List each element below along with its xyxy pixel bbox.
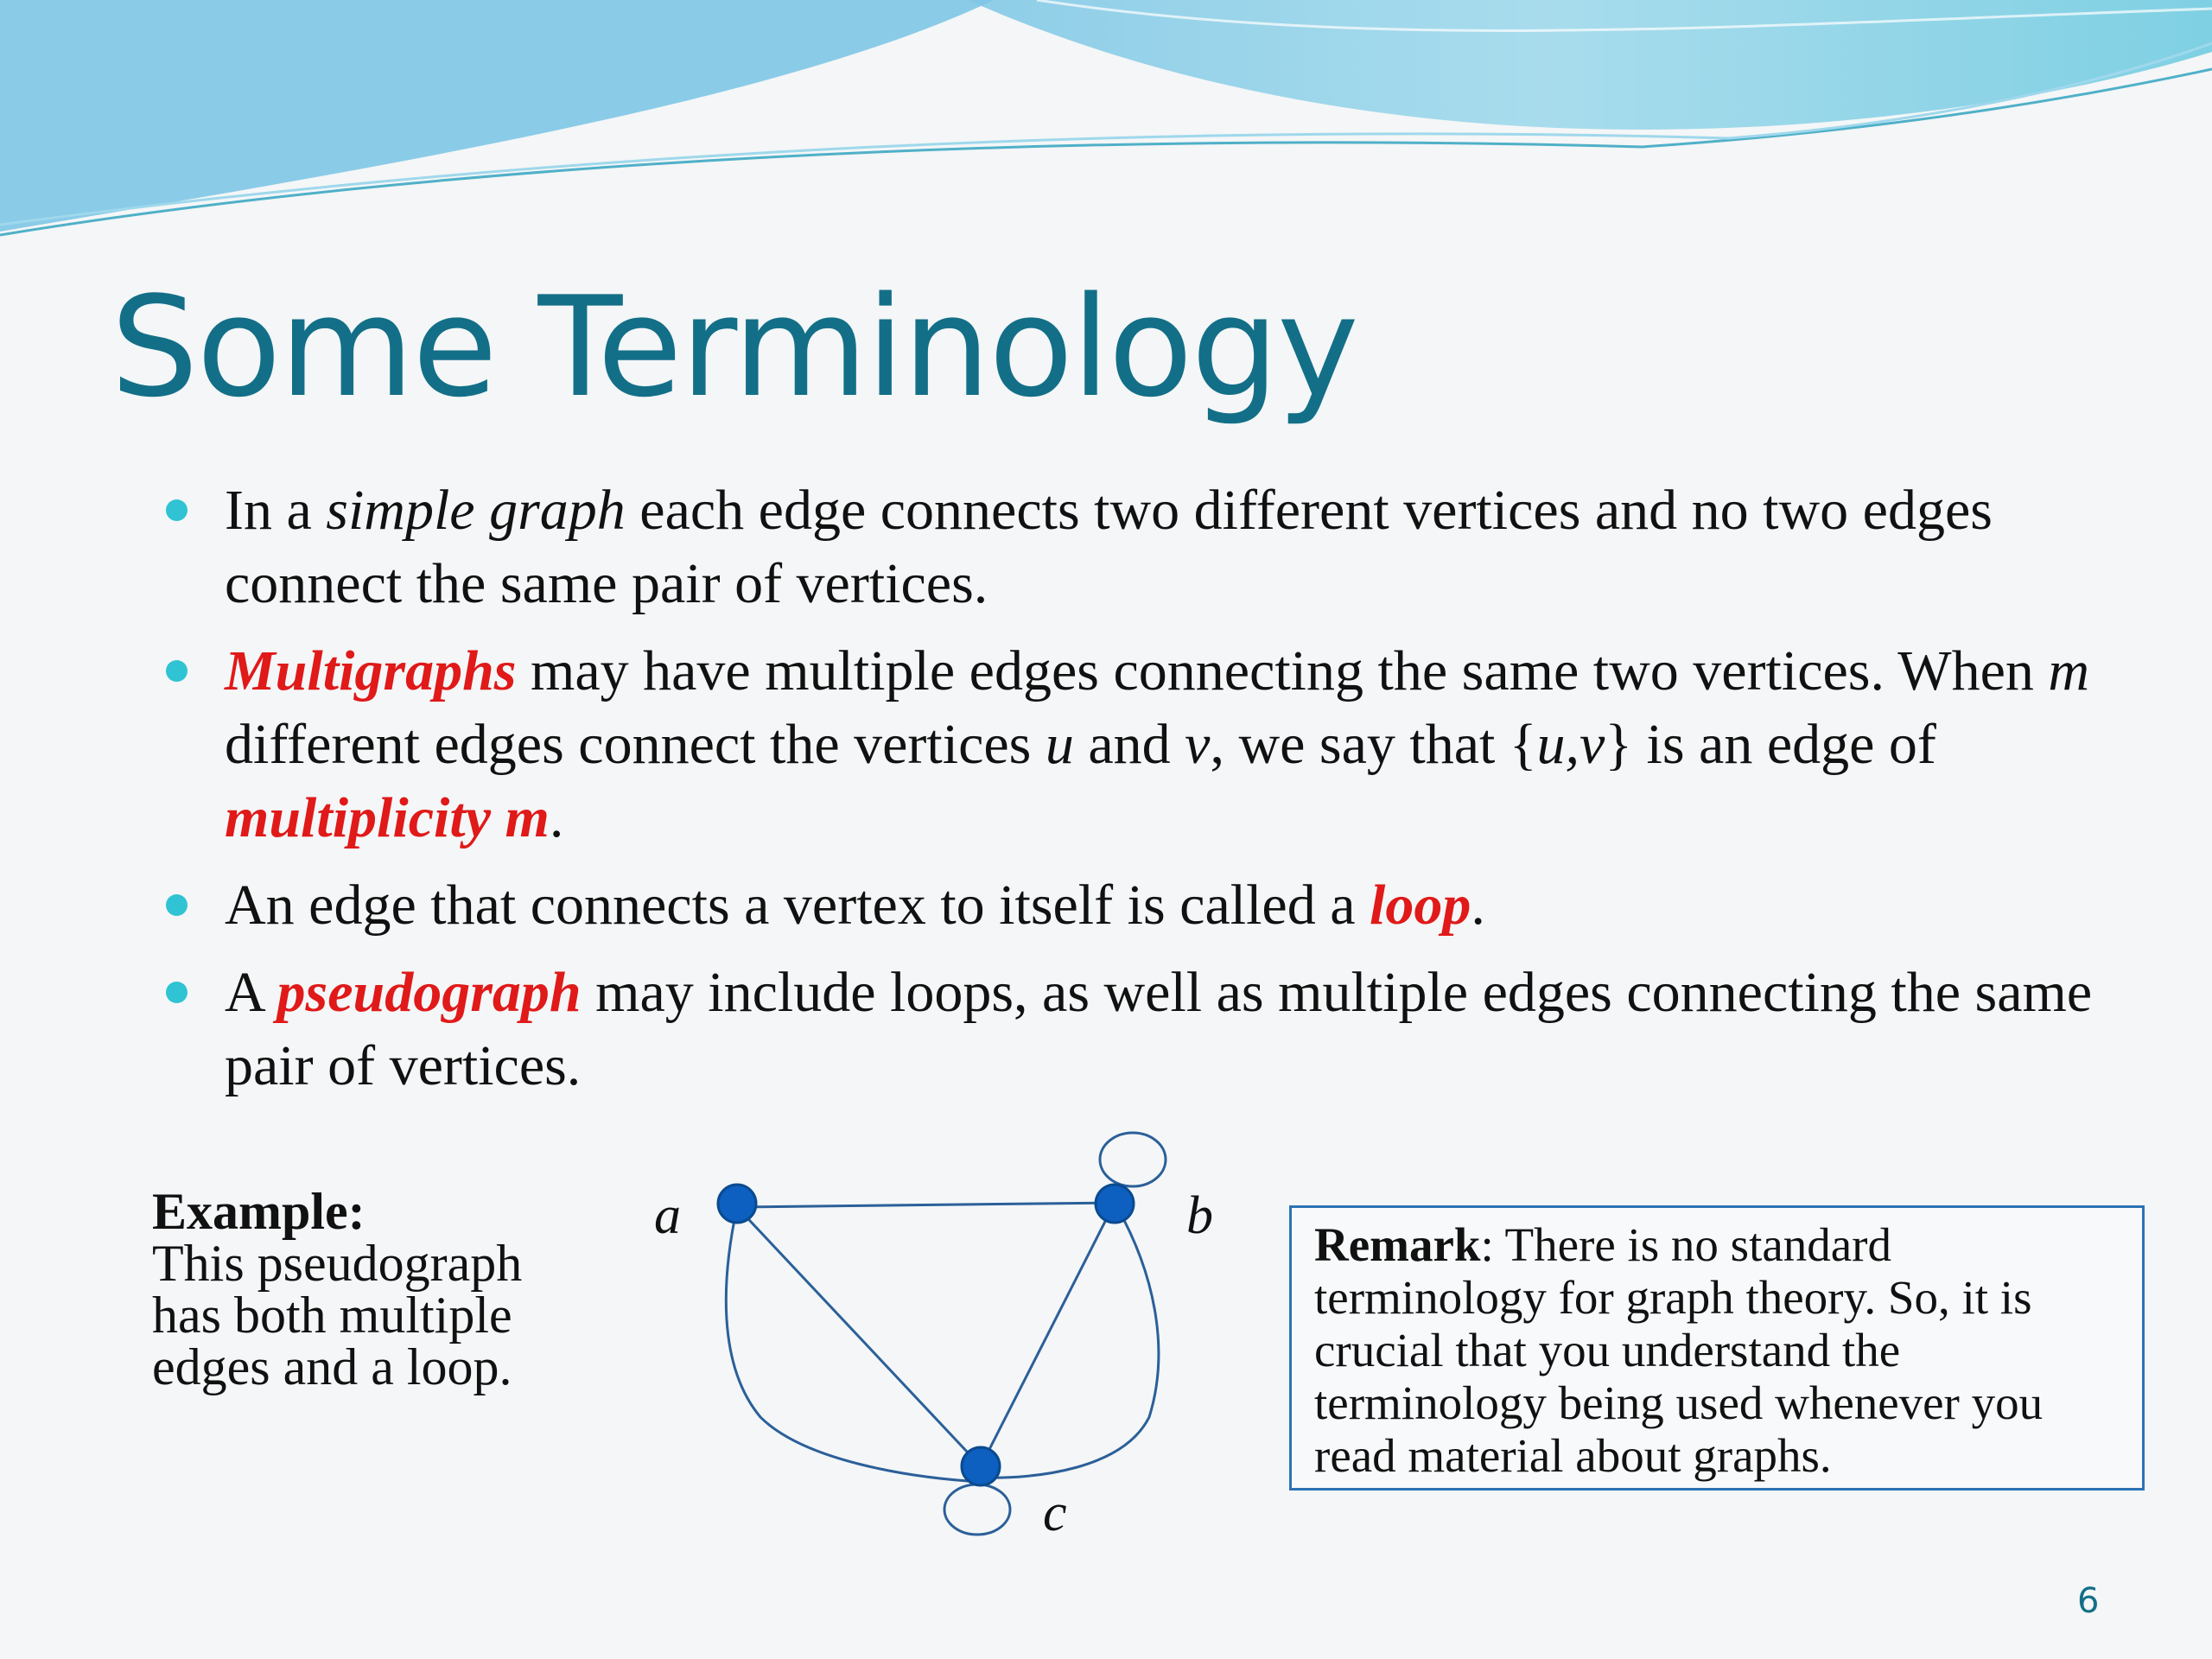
term-loop: loop [1370,874,1471,937]
remark-heading: Remark [1314,1218,1481,1271]
edge-a-c [737,1207,981,1466]
loop-at-c [944,1484,1010,1535]
edge-a-b [737,1203,1115,1207]
loop-at-b [1100,1133,1166,1186]
example-line: This pseudograph [152,1235,523,1292]
bullet-loop: An edge that connects a vertex to itself is called a loop. [162,868,2141,942]
term-multigraphs: Multigraphs [225,639,517,702]
slide-page-number: 6 [2077,1581,2100,1621]
example-line: edges and a loop. [152,1338,512,1395]
edge-b-c [981,1203,1115,1466]
vertex-b [1096,1185,1134,1223]
example-heading: Example: [152,1183,365,1240]
term-multiplicity: multiplicity m [225,786,550,849]
vertex-label-a: a [654,1186,681,1245]
vertex-c [962,1447,1000,1485]
remark-box: Remark: There is no standard terminology for graph theory. So, it is crucial that you understand the terminology being used whenever you read material about graphs. [1289,1205,2145,1491]
header-wave-decoration [0,0,2212,259]
example-line: has both multiple [152,1287,512,1344]
bullet-multigraphs: Multigraphs may have multiple edges connecting the same two vertices. When m different edges connect the vertices u and v, we say that {u,v} is an edge of multiplicity m. [162,634,2141,855]
vertex-a [718,1185,756,1223]
bullet-pseudograph: A pseudograph may include loops, as well as multiple edges connecting the same pair of vertices. [162,956,2141,1103]
slide-title: Some Terminology [111,266,1357,428]
vertex-label-b: b [1186,1186,1213,1245]
edge-b-c-curved [981,1203,1159,1478]
bullet-simple-graph: In a simple graph each edge connects two different vertices and no two edges connect the same pair of vertices. [162,474,2141,620]
example-text [152,1185,636,1393]
vertex-label-c: c [1043,1484,1067,1542]
term-pseudograph: pseudograph [276,961,582,1024]
terminology-bullet-list [162,474,2141,1116]
edge-a-c-curved [726,1207,981,1482]
